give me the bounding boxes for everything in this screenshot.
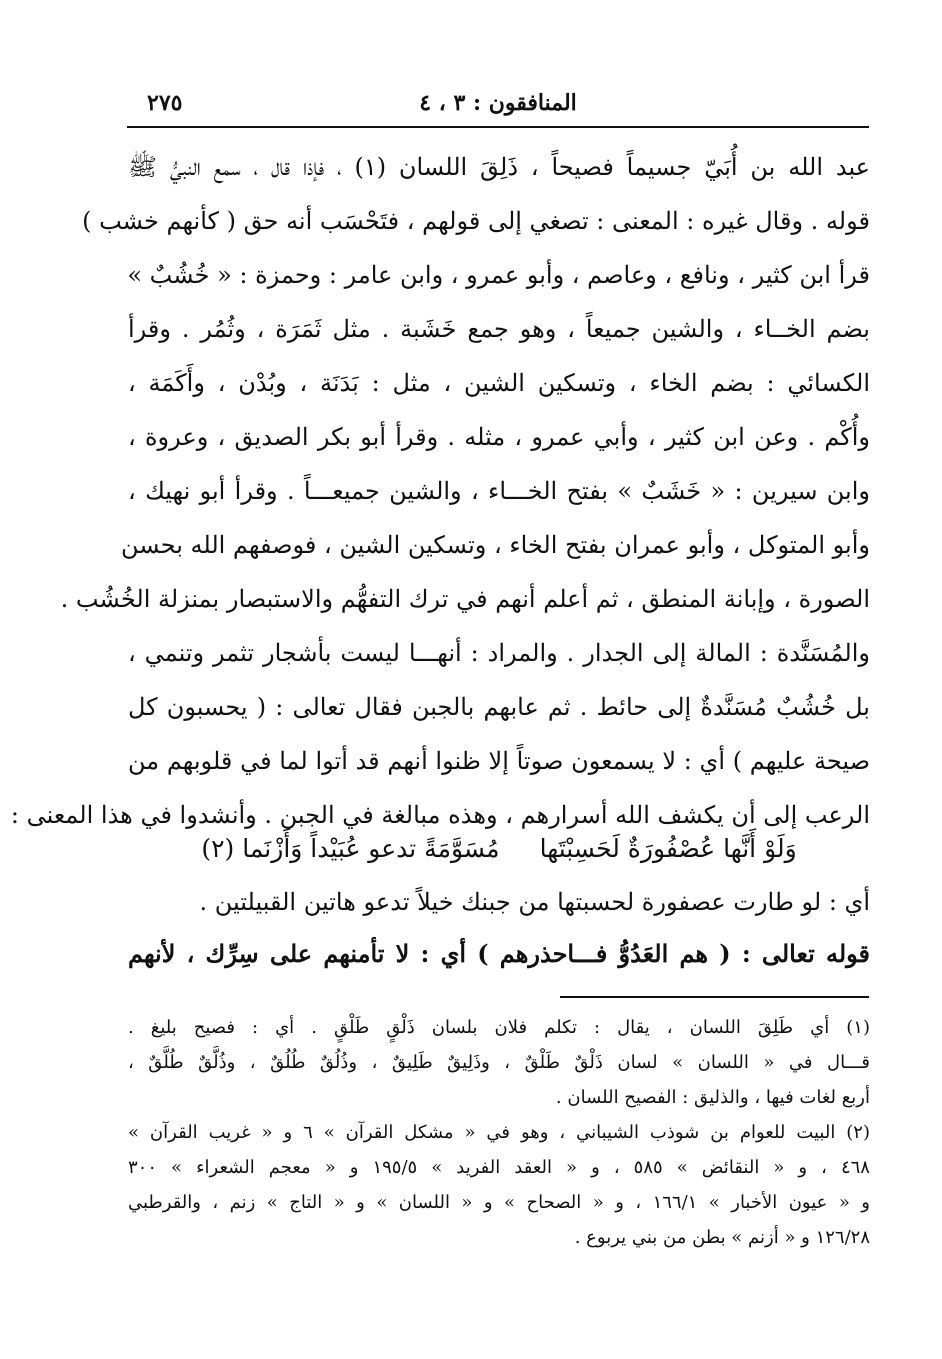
- footnote-line: قـــال في « اللسان » لسان ذَلْقٌ طَلْقٌ ، وذَلِيقٌ طَلِيقٌ ، وذُلُقٌ طُلُقٌ ، وذُلَّقٌ طُلَّقٌ ،: [128, 1052, 870, 1073]
- text-line: عبد الله بن أُبَيّ جسيماً فصيحاً ، ذَلِقَ اللسان (١) ، فإذا قال ، سمع النبيُّ ﷺ: [128, 153, 871, 181]
- page-header: [127, 86, 869, 124]
- text-line: قوله تعالى : ( هم العَدُوُّ فـــاحذرهم ) أي : لا تأمنهم على سِرِّك ، لأنهم: [128, 939, 871, 968]
- text-line: الرعب إلى أن يكشف الله أسرارهم ، وهذه مبالغة في الجبن . وأنشدوا في هذا المعنى :: [10, 801, 870, 829]
- verse-first-hemistich: وَلَوْ أَنَّها عُصْفُورَةٌ لَحَسِبْتَها: [539, 834, 797, 863]
- text-line: بل خُشُبٌ مُسَنَّدةٌ إلى حائط . ثم عابهم بالجبن فقال تعالى : ( يحسبون كل: [128, 693, 870, 721]
- poetry-verse: [128, 822, 870, 876]
- footnote-rule: [560, 996, 869, 998]
- page-number: ٢٧٥: [147, 90, 183, 116]
- footnote-line: ١٢٦/٢٨ و « أزنم » بطن من بني يربوع .: [574, 1227, 870, 1248]
- footnote-line: أربع لغات فيها ، والذليق : الفصيح اللسان .: [555, 1087, 870, 1108]
- text-line: وابن سيرين : « خَشَبٌ » بفتح الخـــاء ، والشين جميعـــاً . وقرأ أبو نهيك ،: [128, 477, 870, 505]
- main-text: [10, 140, 871, 842]
- header-rule: [127, 126, 869, 128]
- footnote-line: ٤٦٨ ، و « النقائض » ٥٨٥ ، و « العقد الفريد » ١٩٥/٥ و « معجم الشعراء » ٣٠٠: [128, 1157, 870, 1178]
- footnote-line: (٢) البيت للعوام بن شوذب الشيباني ، وهو في « مشكل القرآن » ٦ و « غريب القرآن »: [128, 1122, 870, 1143]
- main-text-continued: [128, 876, 870, 980]
- text-line: وأبو المتوكل ، وأبو عمران بفتح الخاء ، وتسكين الشين ، فوصفهم الله بحسن: [121, 531, 870, 559]
- text-line: صيحة عليهم ) أي : لا يسمعون صوتاً إلا ظنوا أنهم قد أتوا لما في قلوبهم من: [128, 747, 870, 775]
- text-line: الكسائي : بضم الخاء ، وتسكين الشين ، مثل : بَدَنَة ، وبُدْن ، وأَكَمَة ،: [128, 369, 870, 397]
- footnote-line: (١) أي طَلِقَ اللسان ، يقال : تكلم فلان بلسان ذَلْقٍ طَلْقٍ . أي : فصيح بليغ .: [128, 1017, 870, 1038]
- text-line: قوله . وقال غيره : المعنى : تصغي إلى قولهم ، فتَحْسَب أنه حق ( كأنهم خشب ): [82, 207, 870, 235]
- verse-second-hemistich: مُسَوَّمَةً تدعو عُبَيْداً وَأَزْنَما (٢): [201, 834, 500, 863]
- text-line: أي : لو طارت عصفورة لحسبتها من جبنك خيلاً تدعو هاتين القبيلتين .: [199, 888, 870, 916]
- text-line: والمُسَنَّدة : المالة إلى الجدار . والمراد : أنهـــا ليست بأشجار تثمر وتنمي ،: [128, 639, 870, 667]
- text-line: وأُكْم . وعن ابن كثير ، وأبي عمرو ، مثله . وقرأ أبو بكر الصديق ، وعروة ،: [128, 423, 870, 451]
- footnote-line: و « عيون الأخبار » ١٦٦/١ ، و « الصحاح » و « اللسان » و « التاج » زنم ، والقرطبي: [128, 1192, 870, 1213]
- footnotes: [128, 1010, 870, 1255]
- text-line: بضم الخــاء ، والشين جميعاً ، وهو جمع خَشَبة . مثل ثَمَرَة ، وثُمُر . وقرأ: [128, 315, 870, 343]
- text-line: قرأ ابن كثير ، ونافع ، وعاصم ، وأبو عمرو ، وابن عامر : وحمزة : « خُشُبٌ »: [127, 261, 870, 289]
- text-line: الصورة ، وإبانة المنطق ، ثم أعلم أنهم في ترك التفهُّم والاستبصار بمنزلة الخُشُب .: [60, 585, 870, 613]
- running-head: المنافقون : ٣ ، ٤: [419, 90, 577, 116]
